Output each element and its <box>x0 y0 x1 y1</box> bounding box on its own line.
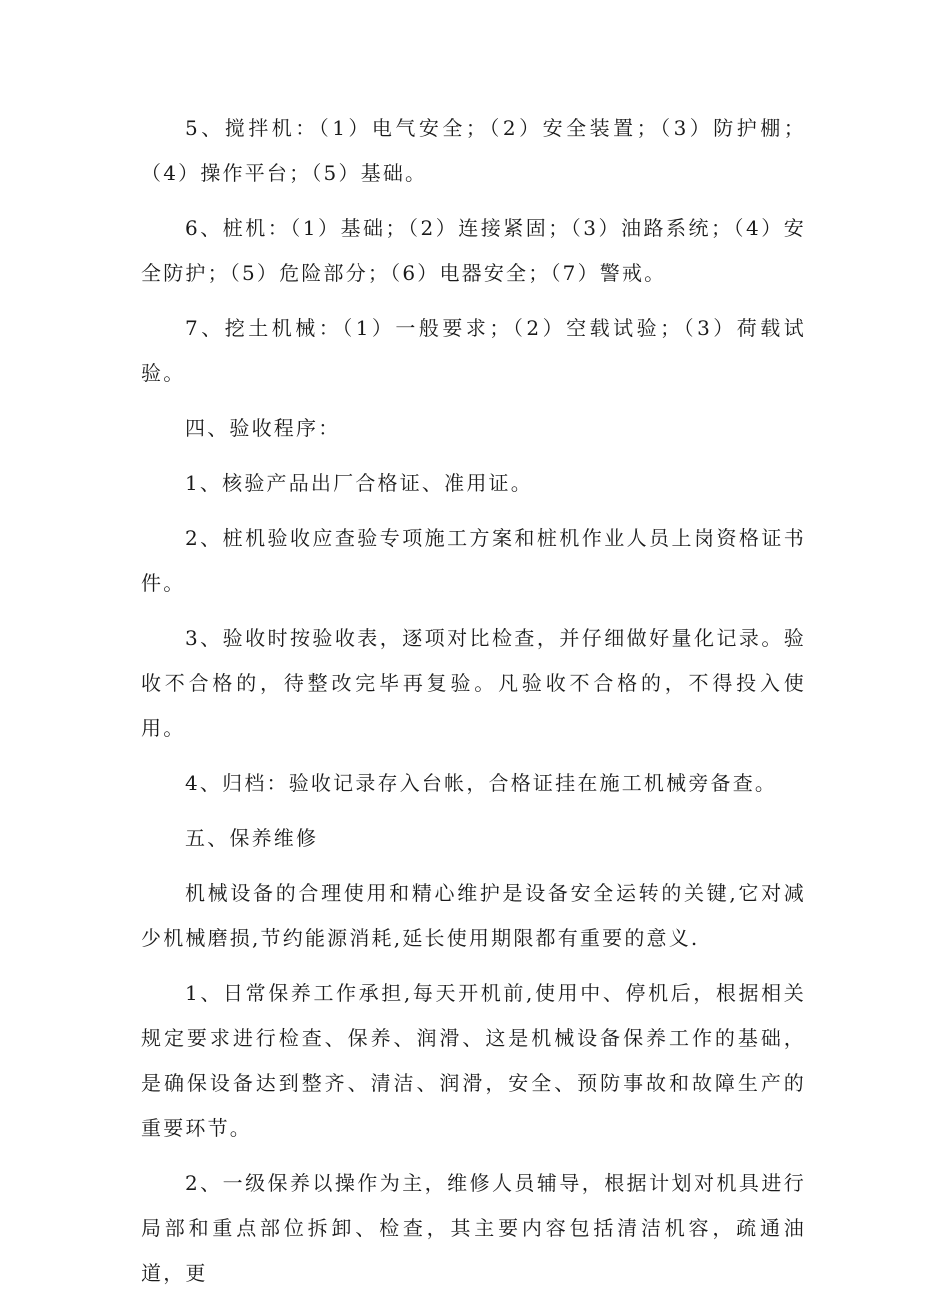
paragraph-maintenance-1: 1、日常保养工作承担,每天开机前,使用中、停机后，根据相关规定要求进行检查、保养、润滑、这是机械设备保养工作的基础，是确保设备达到整齐、清洁、润滑，安全、预防事故和故障生产的重要环节。 <box>141 981 806 1140</box>
paragraph-pile-driver: 6、桩机：（1）基础；（2）连接紧固；（3）油路系统；（4）安全防护；（5）危险部分；（6）电器安全；（7）警戒。 <box>141 216 806 285</box>
paragraph-excavator: 7、挖土机械：（1）一般要求；（2）空载试验；（3）荷载试验。 <box>141 316 806 385</box>
paragraph-maintenance-intro: 机械设备的合理使用和精心维护是设备安全运转的关键,它对减少机械磨损,节约能源消耗,延长使用期限都有重要的意义. <box>141 881 806 950</box>
paragraph-acceptance-4: 4、归档：验收记录存入台帐，合格证挂在施工机械旁备查。 <box>185 771 778 795</box>
paragraph-acceptance-2: 2、桩机验收应查验专项施工方案和桩机作业人员上岗资格证书件。 <box>141 526 806 595</box>
paragraph-maintenance-2: 2、一级保养以操作为主，维修人员辅导，根据计划对机具进行局部和重点部位拆卸、检查，其主要内容包括清洁机容，疏通油道，更 <box>141 1171 806 1285</box>
document-body <box>141 106 806 1306</box>
paragraph-acceptance-3: 3、验收时按验收表，逐项对比检查，并仔细做好量化记录。验收不合格的，待整改完毕再复验。凡验收不合格的，不得投入使用。 <box>141 626 806 740</box>
paragraph-acceptance-1: 1、核验产品出厂合格证、准用证。 <box>185 471 533 495</box>
section-heading-maintenance: 五、保养维修 <box>185 826 319 850</box>
section-heading-acceptance: 四、验收程序： <box>185 416 341 440</box>
paragraph-mixer: 5、搅拌机：（1）电气安全；（2）安全装置；（3）防护棚；（4）操作平台；（5）基础。 <box>141 116 806 185</box>
